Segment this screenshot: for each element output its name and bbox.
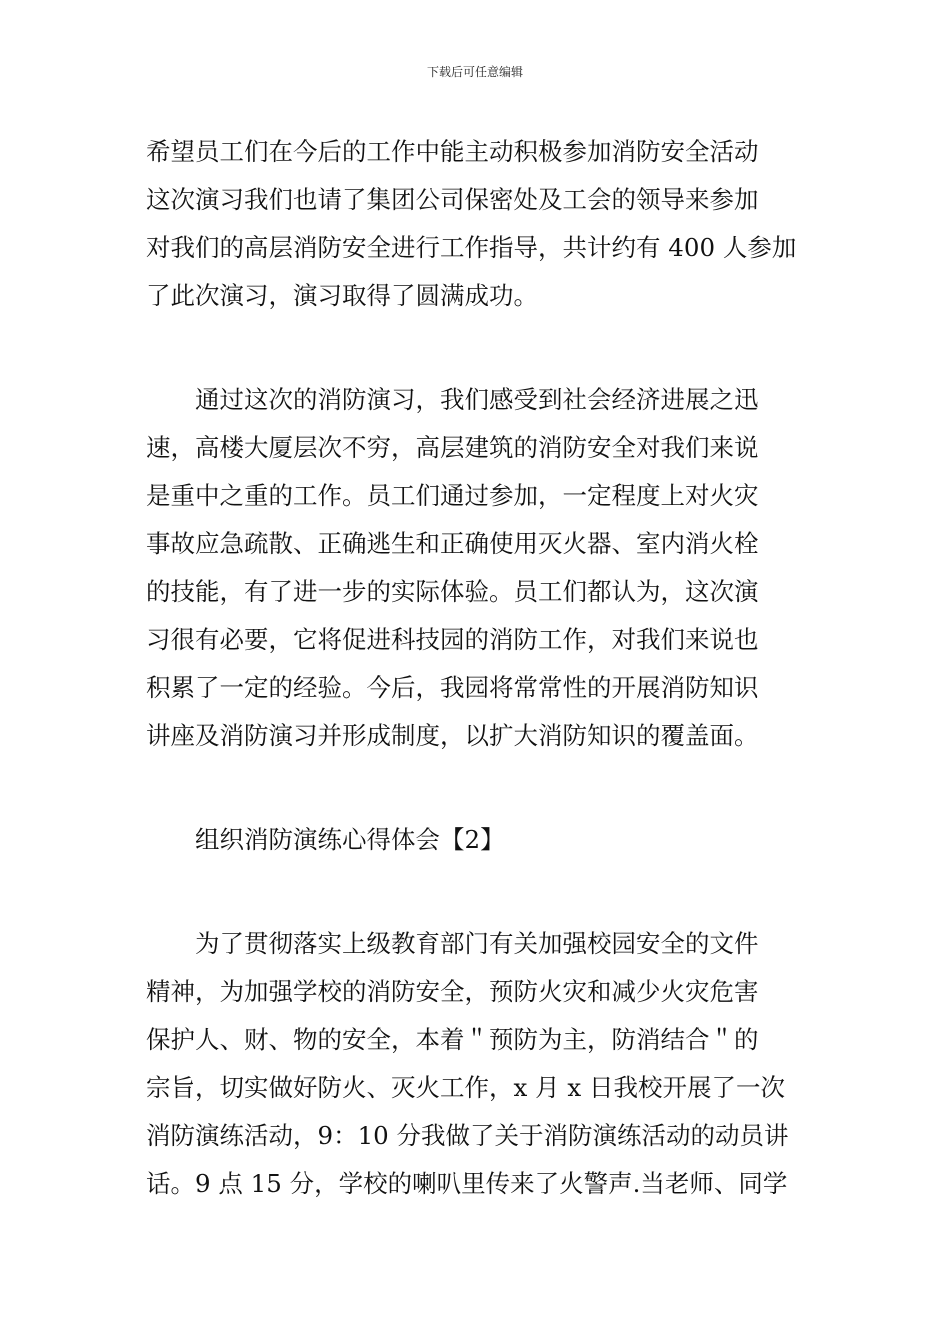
text-line: 的技能，有了进一步的实际体验。员工们都认为，这次演: [146, 577, 759, 606]
text-line: 保护人、财、物的安全，本着＂预防为主，防消结合＂的: [146, 1025, 759, 1054]
text-line: 积累了一定的经验。今后，我园将常常性的开展消防知识: [146, 673, 759, 702]
text-line: 讲座及消防演习并形成制度，以扩大消防知识的覆盖面。: [146, 721, 759, 750]
section-heading: [146, 816, 806, 864]
text-line: 了此次演习，演习取得了圆满成功。: [146, 281, 538, 310]
text-line: 这次演习我们也请了集团公司保密处及工会的领导来参加: [146, 185, 759, 214]
paragraph-3: [146, 920, 806, 1208]
text-line: 通过这次的消防演习，我们感受到社会经济进展之迅: [195, 385, 759, 414]
text-line: 对我们的高层消防安全进行工作指导，共计约有 400 人参加: [146, 233, 797, 262]
text-line: 速，高楼大厦层次不穷，高层建筑的消防安全对我们来说: [146, 433, 759, 462]
paragraph-2: [146, 376, 806, 760]
text-line: 话。9 点 15 分，学校的喇叭里传来了火警声.当老师、同学: [146, 1169, 788, 1198]
paragraph-1: [146, 128, 806, 320]
text-line: 为了贯彻落实上级教育部门有关加强校园安全的文件: [195, 929, 759, 958]
text-line: 精神，为加强学校的消防安全，预防火灾和减少火灾危害: [146, 977, 759, 1006]
section-title: 组织消防演练心得体会【2】: [195, 825, 505, 854]
document-body: [146, 128, 806, 1208]
text-line: 消防演练活动，9：10 分我做了关于消防演练活动的动员讲: [146, 1121, 789, 1150]
text-line: 习很有必要，它将促进科技园的消防工作，对我们来说也: [146, 625, 759, 654]
text-line: 希望员工们在今后的工作中能主动积极参加消防安全活动: [146, 137, 759, 166]
text-line: 是重中之重的工作。员工们通过参加，一定程度上对火灾: [146, 481, 759, 510]
text-line: 宗旨，切实做好防火、灭火工作，x 月 x 日我校开展了一次: [146, 1073, 785, 1102]
page-header-note: 下载后可任意编辑: [426, 65, 523, 79]
text-line: 事故应急疏散、正确逃生和正确使用灭火器、室内消火栓: [146, 529, 759, 558]
